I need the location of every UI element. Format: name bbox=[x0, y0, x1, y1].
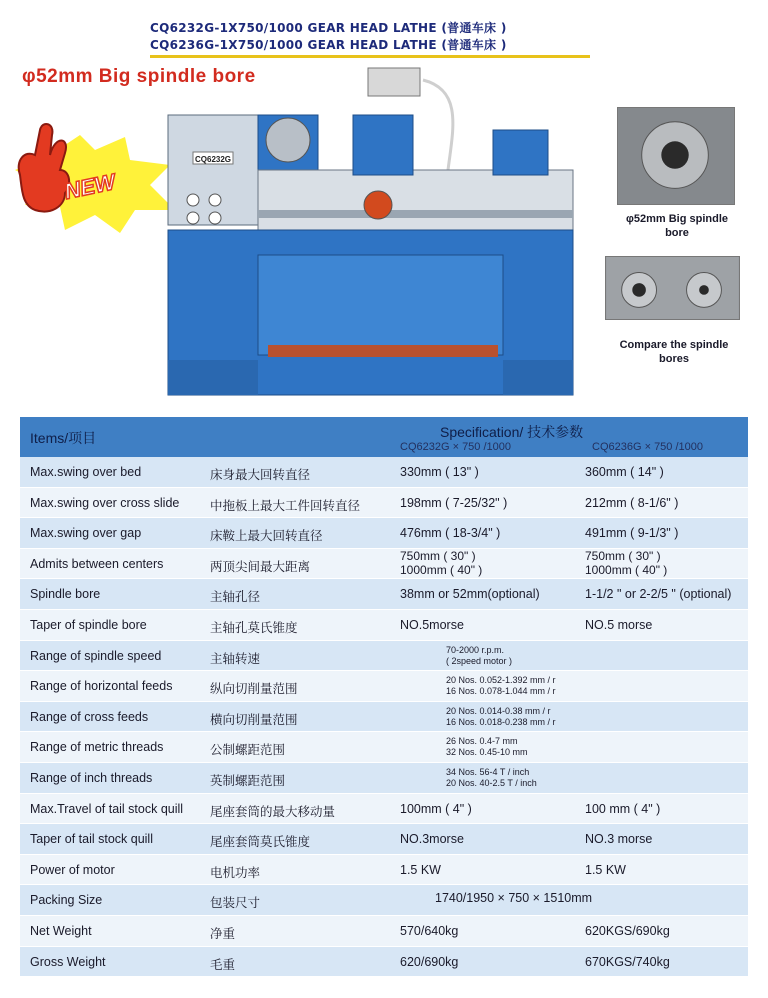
carriage bbox=[353, 115, 413, 175]
table-row bbox=[20, 641, 748, 672]
item-name: Max.Travel of tail stock quill bbox=[30, 801, 184, 816]
value-model-1: 476mm ( 18-3/4" ) bbox=[400, 526, 501, 541]
item-name-cn: 电机功率 bbox=[210, 865, 261, 880]
value-model-2: NO.5 morse bbox=[585, 617, 653, 632]
shared-value: 20 Nos. 40-2.5 T / inch bbox=[446, 777, 537, 788]
value-model-2: 100 mm ( 4" ) bbox=[585, 801, 661, 816]
table-row bbox=[20, 885, 748, 916]
badge-text: NEW bbox=[62, 168, 118, 205]
chuck-icon bbox=[266, 118, 310, 162]
item-name: Range of cross feeds bbox=[30, 709, 149, 724]
tailstock bbox=[493, 130, 548, 175]
page-header bbox=[150, 20, 650, 54]
value-model-1: 1000mm ( 40" ) bbox=[400, 562, 483, 577]
item-name-cn: 公制螺距范围 bbox=[210, 743, 286, 758]
shared-value: 1740/1950 × 750 × 1510mm bbox=[435, 891, 593, 906]
shared-value: ( 2speed motor ) bbox=[446, 655, 513, 666]
value-model-2: NO.3 morse bbox=[585, 832, 653, 847]
table-row bbox=[20, 947, 748, 978]
item-name-cn: 床鞍上最大回转直径 bbox=[210, 529, 323, 544]
value-model-2: 620KGS/690kg bbox=[585, 923, 670, 938]
item-name: Max.swing over bed bbox=[30, 465, 142, 479]
item-name: Packing Size bbox=[30, 893, 103, 908]
item-name-cn: 英制螺距范围 bbox=[210, 773, 286, 788]
table-row bbox=[20, 824, 748, 855]
item-name: Spindle bore bbox=[30, 587, 101, 602]
item-name: Taper of tail stock quill bbox=[30, 832, 153, 847]
lathe-bed bbox=[258, 170, 573, 230]
table-row bbox=[20, 794, 748, 825]
lathe-illustration bbox=[163, 60, 583, 400]
shared-value: 16 Nos. 0.078-1.044 mm / r bbox=[446, 686, 556, 697]
work-lamp-icon bbox=[368, 68, 420, 96]
item-name-cn: 主轴孔径 bbox=[210, 590, 261, 605]
shared-value: 16 Nos. 0.018-0.238 mm / r bbox=[446, 716, 556, 727]
value-model-2: 1-1/2 " or 2-2/5 " (optional) bbox=[585, 587, 732, 602]
value-model-1: 750mm ( 30" ) bbox=[400, 548, 476, 563]
spindle-bore-photo bbox=[617, 107, 735, 205]
handwheel-icon bbox=[364, 191, 392, 219]
model-line-1: CQ6232G-1X750/1000 GEAR HEAD LATHE (普通车床 ) bbox=[150, 21, 507, 35]
item-name-cn: 两顶尖间最大距离 bbox=[210, 559, 311, 574]
table-header bbox=[20, 417, 748, 457]
shared-value: 32 Nos. 0.45-10 mm bbox=[446, 747, 528, 758]
value-model-1: 570/640kg bbox=[400, 923, 459, 938]
value-model-2: 1000mm ( 40" ) bbox=[585, 562, 668, 577]
headline: φ52mm Big spindle bore bbox=[22, 66, 256, 87]
item-name: Max.swing over cross slide bbox=[30, 495, 180, 510]
caption-big-bore: φ52mm Big spindle bore bbox=[625, 213, 728, 239]
value-model-1: 330mm ( 13" ) bbox=[400, 465, 479, 479]
item-name-cn: 净重 bbox=[210, 926, 236, 941]
value-model-1: 100mm ( 4" ) bbox=[400, 801, 472, 816]
value-model-1: 620/690kg bbox=[400, 954, 459, 969]
item-name: Taper of spindle bore bbox=[30, 617, 147, 632]
col-items: Items/项目 bbox=[30, 430, 97, 446]
machine-plate: CQ6232G bbox=[195, 155, 232, 164]
item-name-cn: 尾座套筒莫氏锥度 bbox=[210, 835, 311, 850]
item-name: Gross Weight bbox=[30, 954, 106, 969]
value-model-1: 38mm or 52mm(optional) bbox=[400, 587, 540, 602]
value-model-2: 1.5 KW bbox=[585, 862, 626, 877]
model-line-2: CQ6236G-1X750/1000 GEAR HEAD LATHE (普通车床 ) bbox=[150, 38, 507, 52]
spec-table bbox=[20, 417, 748, 977]
item-name-cn: 尾座套筒的最大移动量 bbox=[210, 804, 336, 819]
shared-value: 34 Nos. 56-4 T / inch bbox=[446, 766, 530, 777]
value-model-1: NO.3morse bbox=[400, 832, 464, 847]
item-name: Net Weight bbox=[30, 923, 92, 938]
table-row bbox=[20, 671, 748, 702]
value-model-2: 670KGS/740kg bbox=[585, 954, 670, 969]
value-model-1: 198mm ( 7-25/32" ) bbox=[400, 495, 508, 510]
item-name: Range of spindle speed bbox=[30, 648, 162, 663]
item-name: Range of inch threads bbox=[30, 770, 153, 785]
table-body bbox=[20, 457, 748, 977]
table-row bbox=[20, 702, 748, 733]
item-name: Range of metric threads bbox=[30, 740, 164, 755]
value-model-2: 212mm ( 8-1/6" ) bbox=[585, 495, 679, 510]
col-spec: Specification/ 技术参数 bbox=[440, 424, 584, 440]
item-name-cn: 主轴转速 bbox=[210, 651, 261, 666]
item-name-cn: 毛重 bbox=[210, 957, 236, 972]
table-row bbox=[20, 763, 748, 794]
table-row bbox=[20, 457, 748, 488]
header-underline bbox=[150, 55, 590, 58]
col-model-1: CQ6232G × 750 /1000 bbox=[400, 441, 511, 453]
item-name-cn: 中拖板上最大工件回转直径 bbox=[210, 498, 361, 513]
headstock bbox=[168, 115, 258, 225]
table-row bbox=[20, 855, 748, 886]
table-row bbox=[20, 579, 748, 610]
item-name-cn: 主轴孔莫氏锥度 bbox=[210, 620, 298, 635]
shared-value: 26 Nos. 0.4-7 mm bbox=[446, 736, 518, 747]
value-model-1: NO.5morse bbox=[400, 617, 464, 632]
table-row bbox=[20, 732, 748, 763]
shared-value: 20 Nos. 0.052-1.392 mm / r bbox=[446, 675, 556, 686]
compare-bores-photo bbox=[605, 256, 740, 320]
item-name-cn: 床身最大回转直径 bbox=[210, 468, 311, 482]
value-model-2: 360mm ( 14" ) bbox=[585, 465, 664, 479]
value-model-2: 750mm ( 30" ) bbox=[585, 548, 661, 563]
item-name-cn: 包装尺寸 bbox=[210, 896, 261, 911]
item-name: Range of horizontal feeds bbox=[30, 679, 173, 694]
item-name: Admits between centers bbox=[30, 556, 164, 571]
table-row bbox=[20, 549, 748, 580]
value-model-1: 1.5 KW bbox=[400, 862, 441, 877]
shared-value: 70-2000 r.p.m. bbox=[446, 644, 505, 655]
value-model-2: 491mm ( 9-1/3" ) bbox=[585, 526, 679, 541]
col-model-2: CQ6236G × 750 /1000 bbox=[592, 441, 703, 453]
item-name: Max.swing over gap bbox=[30, 526, 142, 541]
item-name-cn: 横向切削量范围 bbox=[210, 712, 298, 727]
chip-tray bbox=[258, 255, 503, 355]
new-badge bbox=[10, 115, 180, 235]
hand-icon bbox=[19, 124, 69, 212]
table-row bbox=[20, 518, 748, 549]
table-row bbox=[20, 916, 748, 947]
table-row bbox=[20, 488, 748, 519]
shared-value: 20 Nos. 0.014-0.38 mm / r bbox=[446, 705, 551, 716]
caption-compare: Compare the spindle bores bbox=[619, 339, 729, 365]
item-name: Power of motor bbox=[30, 862, 115, 877]
table-row bbox=[20, 610, 748, 641]
item-name-cn: 纵向切削量范围 bbox=[210, 682, 298, 697]
